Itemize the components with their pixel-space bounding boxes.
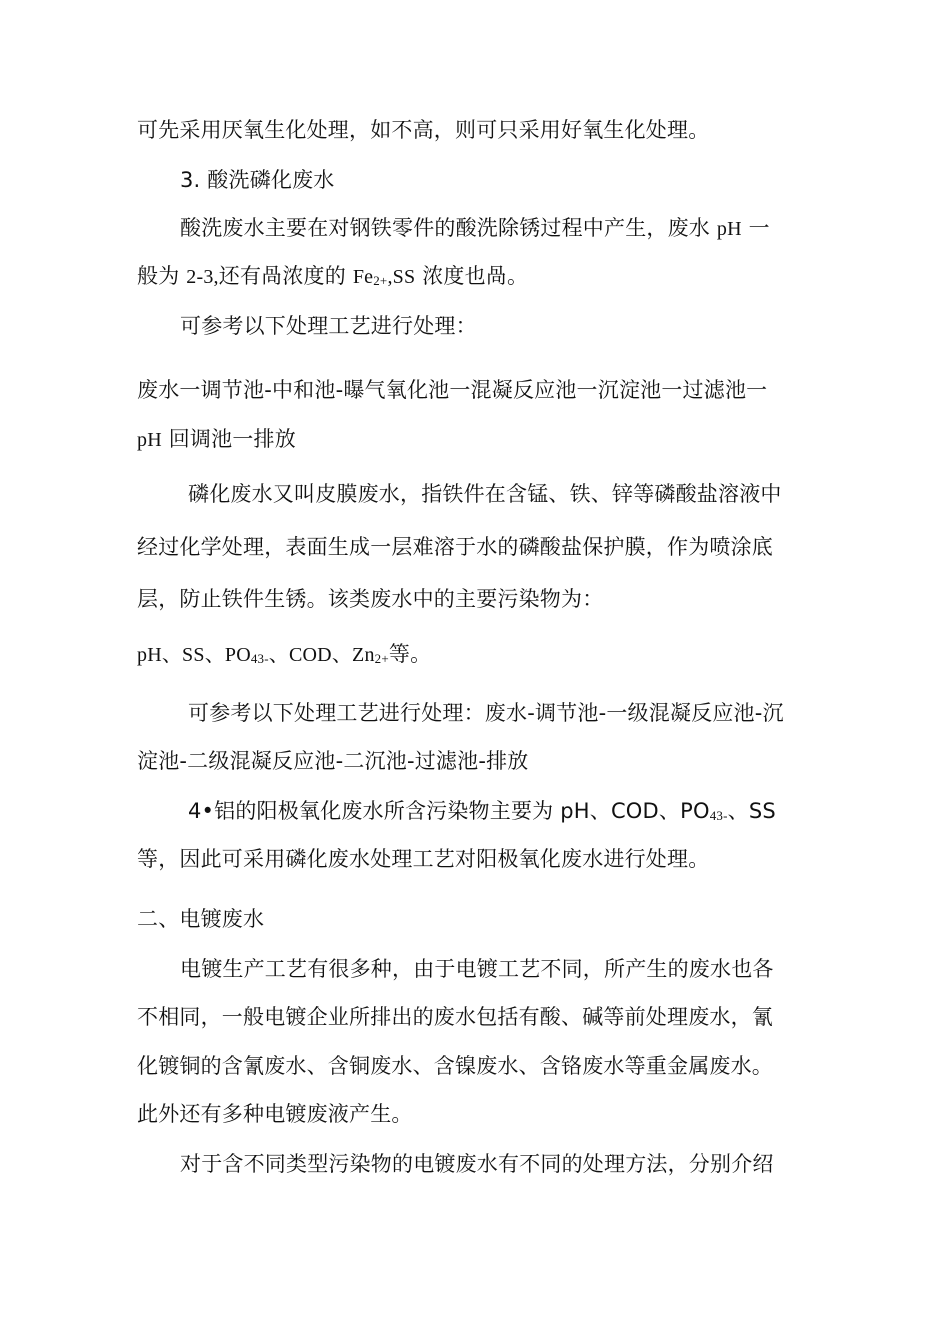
text-line: 化镀铜的含氰废水、含铜废水、含镍废水、含铬废水等重金属废水。	[137, 1054, 773, 1078]
text-line: 般为 2-3,还有咼浓度的 Fe2+,SS 浓度也咼。	[137, 264, 529, 288]
text-line: 酸洗废水主要在对钢铁零件的酸洗除锈过程中产生，废水 pH 一	[180, 216, 770, 240]
text-line: 等，因此可采用磷化废水处理工艺对阳极氧化废水进行处理。	[137, 847, 710, 871]
text-line: 淀池-二级混凝反应池-二沉池-过滤池-排放	[137, 749, 529, 773]
text-line: 磷化废水又叫皮膜废水，指铁件在含锰、铁、锌等磷酸盐溶液中	[188, 482, 782, 506]
text-line: 可参考以下处理工艺进行处理：废水-调节池-一级混凝反应池-沉	[188, 701, 784, 725]
process-flow-line: pH 回调池一排放	[137, 427, 296, 451]
text-line: 对于含不同类型污染物的电镀废水有不同的处理方法，分别介绍	[180, 1152, 774, 1176]
text-line: 4•铝的阳极氧化废水所含污染物主要为 pH、COD、PO43-、SS	[188, 799, 776, 823]
text-line: 层，防止铁件生锈。该类废水中的主要污染物为：	[137, 587, 604, 611]
process-flow-line: 废水一调节池-中和池-曝气氧化池一混凝反应池一沉淀池一过滤池一	[137, 378, 768, 402]
text-line: 经过化学处理，表面生成一层难溶于水的磷酸盐保护膜，作为喷涂底	[137, 535, 773, 559]
text-line: 可参考以下处理工艺进行处理：	[180, 314, 477, 338]
section-heading: 3. 酸洗磷化废水	[180, 168, 335, 192]
pollutant-list: pH、SS、PO43-、COD、Zn2+等。	[137, 642, 432, 666]
text-line: 此外还有多种电镀废液产生。	[137, 1102, 413, 1126]
text-line: 可先采用厌氧生化处理，如不高，则可只采用好氧生化处理。	[137, 118, 710, 142]
text-line: 电镀生产工艺有很多种，由于电镀工艺不同，所产生的废水也各	[180, 957, 774, 981]
text-line: 不相同，一般电镀企业所排出的废水包括有酸、碱等前处理废水，氰	[137, 1005, 773, 1029]
section-heading: 二、电镀废水	[137, 907, 265, 931]
